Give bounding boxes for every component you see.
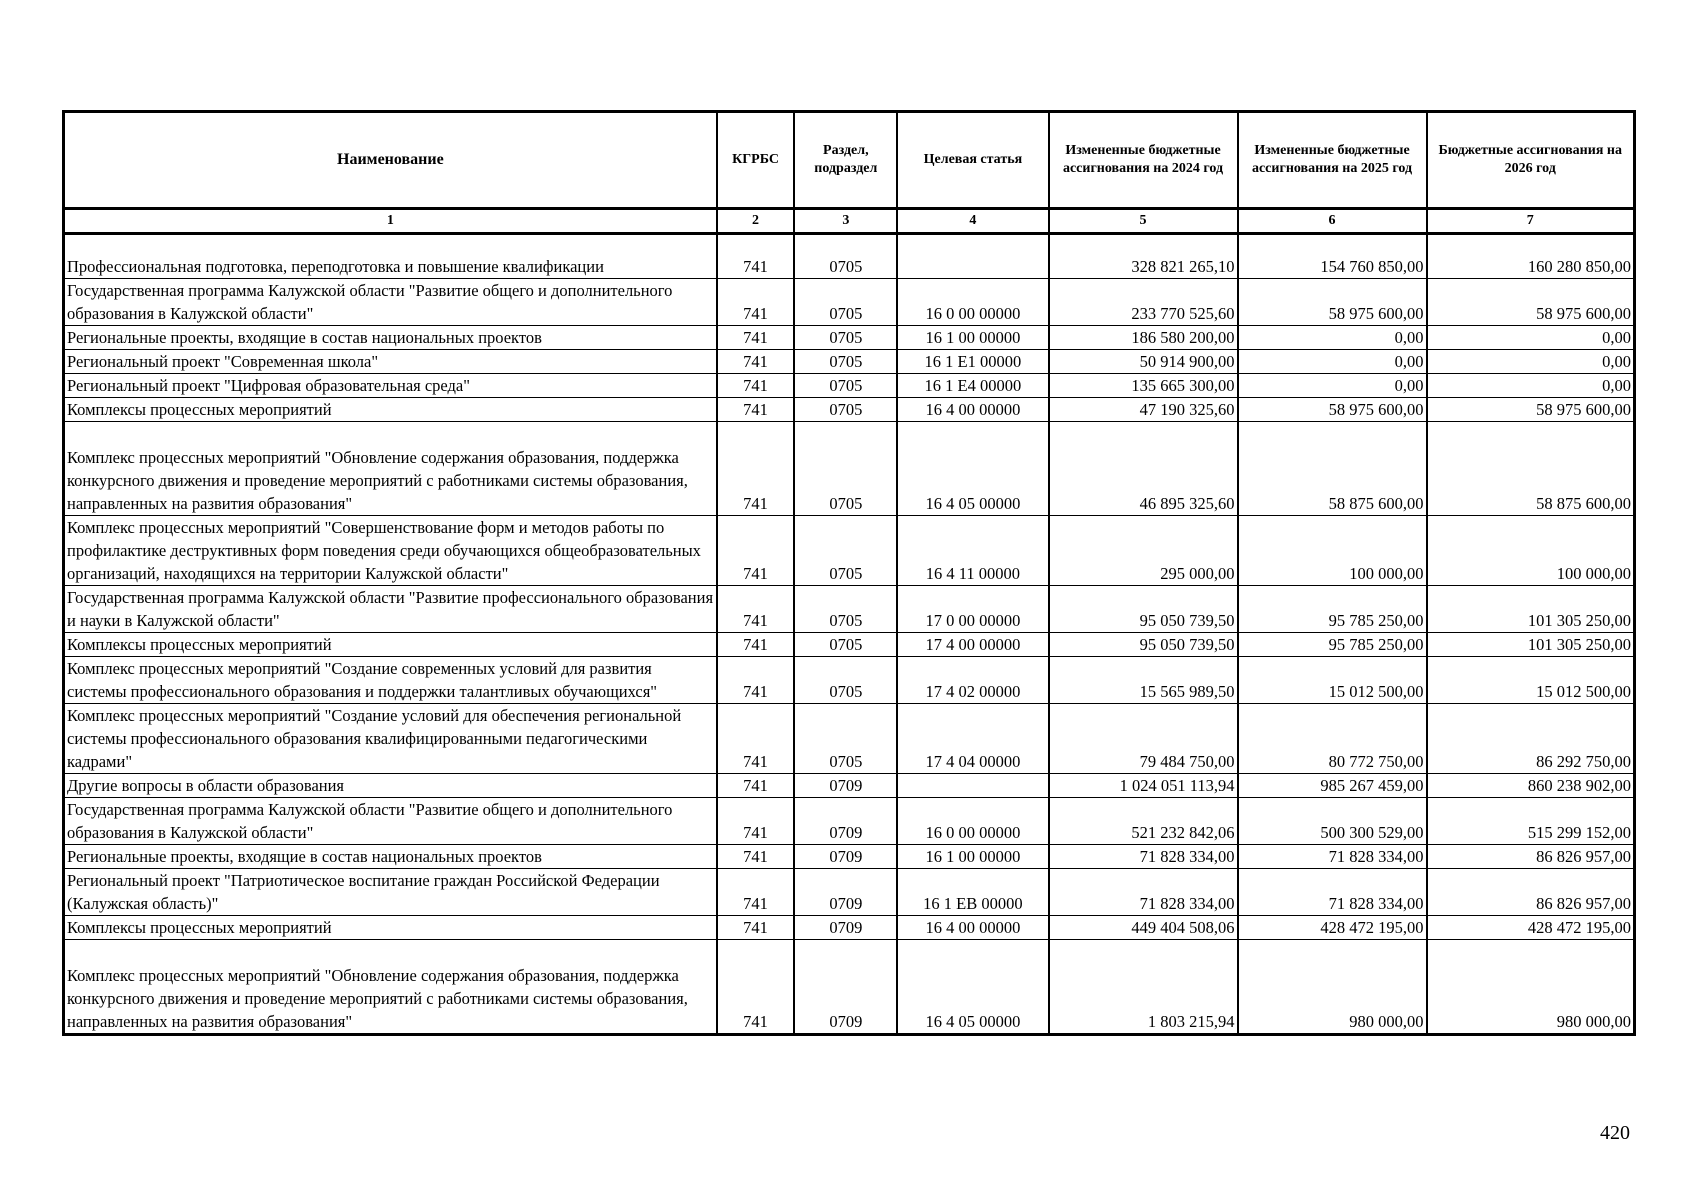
cell-2024: 1 024 051 113,94 — [1049, 774, 1238, 798]
cell-razdel: 0705 — [794, 422, 897, 516]
cell-razdel: 0709 — [794, 798, 897, 845]
cell-2025: 95 785 250,00 — [1238, 633, 1427, 657]
cell-razdel: 0705 — [794, 586, 897, 633]
table-row — [64, 350, 1635, 374]
cell-name: Комплексы процессных мероприятий — [64, 398, 717, 422]
cell-2026: 0,00 — [1427, 326, 1635, 350]
cell-celevaya: 16 0 00 00000 — [897, 798, 1048, 845]
cell-kgrbs: 741 — [717, 869, 795, 916]
table-row — [64, 279, 1635, 326]
cell-kgrbs: 741 — [717, 633, 795, 657]
cell-2024: 46 895 325,60 — [1049, 422, 1238, 516]
cell-2025: 100 000,00 — [1238, 516, 1427, 586]
cell-2024: 328 821 265,10 — [1049, 234, 1238, 279]
cell-2024: 449 404 508,06 — [1049, 916, 1238, 940]
cell-2026: 15 012 500,00 — [1427, 657, 1635, 704]
cell-2024: 186 580 200,00 — [1049, 326, 1238, 350]
header-2026: Бюджетные ассигнования на 2026 год — [1427, 112, 1635, 209]
cell-2026: 58 875 600,00 — [1427, 422, 1635, 516]
cell-name: Другие вопросы в области образования — [64, 774, 717, 798]
cell-name: Комплекс процессных мероприятий "Создание современных условий для развития системы профессионального образования и поддержки талантливых обучающихся" — [64, 657, 717, 704]
cell-kgrbs: 741 — [717, 774, 795, 798]
cell-2024: 233 770 525,60 — [1049, 279, 1238, 326]
cell-2026: 101 305 250,00 — [1427, 586, 1635, 633]
cell-kgrbs: 741 — [717, 234, 795, 279]
cell-2026: 980 000,00 — [1427, 940, 1635, 1035]
cell-kgrbs: 741 — [717, 586, 795, 633]
cell-2025: 58 975 600,00 — [1238, 279, 1427, 326]
cell-razdel: 0705 — [794, 279, 897, 326]
cell-celevaya: 16 0 00 00000 — [897, 279, 1048, 326]
column-number: 7 — [1427, 209, 1635, 234]
cell-celevaya: 17 4 02 00000 — [897, 657, 1048, 704]
table-row — [64, 940, 1635, 1035]
cell-2026: 101 305 250,00 — [1427, 633, 1635, 657]
cell-2026: 86 826 957,00 — [1427, 845, 1635, 869]
cell-celevaya: 16 1 E4 00000 — [897, 374, 1048, 398]
cell-razdel: 0709 — [794, 916, 897, 940]
cell-2024: 295 000,00 — [1049, 516, 1238, 586]
column-number: 4 — [897, 209, 1048, 234]
cell-2026: 860 238 902,00 — [1427, 774, 1635, 798]
column-number: 1 — [64, 209, 717, 234]
table-row — [64, 374, 1635, 398]
cell-2024: 1 803 215,94 — [1049, 940, 1238, 1035]
cell-razdel: 0709 — [794, 845, 897, 869]
cell-razdel: 0705 — [794, 374, 897, 398]
cell-name: Государственная программа Калужской области "Развитие общего и дополнительного образования в Калужской области" — [64, 279, 717, 326]
cell-2026: 58 975 600,00 — [1427, 398, 1635, 422]
cell-celevaya — [897, 774, 1048, 798]
cell-2025: 80 772 750,00 — [1238, 704, 1427, 774]
cell-name: Комплексы процессных мероприятий — [64, 633, 717, 657]
cell-2026: 160 280 850,00 — [1427, 234, 1635, 279]
cell-celevaya: 16 1 00 00000 — [897, 326, 1048, 350]
cell-2024: 95 050 739,50 — [1049, 633, 1238, 657]
cell-2025: 95 785 250,00 — [1238, 586, 1427, 633]
cell-celevaya: 16 4 05 00000 — [897, 422, 1048, 516]
cell-2025: 58 875 600,00 — [1238, 422, 1427, 516]
table-row — [64, 234, 1635, 279]
column-number: 5 — [1049, 209, 1238, 234]
cell-kgrbs: 741 — [717, 916, 795, 940]
cell-2025: 15 012 500,00 — [1238, 657, 1427, 704]
cell-celevaya: 16 4 00 00000 — [897, 916, 1048, 940]
cell-2024: 71 828 334,00 — [1049, 845, 1238, 869]
table-row — [64, 774, 1635, 798]
cell-razdel: 0705 — [794, 704, 897, 774]
cell-kgrbs: 741 — [717, 279, 795, 326]
cell-celevaya: 16 4 11 00000 — [897, 516, 1048, 586]
cell-2024: 135 665 300,00 — [1049, 374, 1238, 398]
cell-name: Региональные проекты, входящие в состав национальных проектов — [64, 845, 717, 869]
cell-2025: 0,00 — [1238, 374, 1427, 398]
table-body — [64, 234, 1635, 1035]
cell-2025: 71 828 334,00 — [1238, 869, 1427, 916]
cell-kgrbs: 741 — [717, 326, 795, 350]
page-number: 420 — [1600, 1122, 1630, 1144]
cell-2025: 71 828 334,00 — [1238, 845, 1427, 869]
cell-2024: 47 190 325,60 — [1049, 398, 1238, 422]
cell-2025: 0,00 — [1238, 350, 1427, 374]
table-row — [64, 798, 1635, 845]
cell-razdel: 0709 — [794, 774, 897, 798]
cell-kgrbs: 741 — [717, 704, 795, 774]
cell-celevaya: 16 4 05 00000 — [897, 940, 1048, 1035]
header-celevaya: Целевая статья — [897, 112, 1048, 209]
cell-name: Комплекс процессных мероприятий "Совершенствование форм и методов работы по профилактике деструктивных форм поведения среди обучающихся общеобразовательных организаций, находящихся на территории Калужской области" — [64, 516, 717, 586]
cell-razdel: 0709 — [794, 869, 897, 916]
cell-2025: 58 975 600,00 — [1238, 398, 1427, 422]
header-name: Наименование — [64, 112, 717, 209]
budget-table — [62, 110, 1636, 1036]
cell-razdel: 0705 — [794, 326, 897, 350]
cell-razdel: 0705 — [794, 633, 897, 657]
column-number: 2 — [717, 209, 795, 234]
cell-2025: 428 472 195,00 — [1238, 916, 1427, 940]
table-row — [64, 657, 1635, 704]
header-kgrbs: КГРБС — [717, 112, 795, 209]
cell-2025: 980 000,00 — [1238, 940, 1427, 1035]
table-row — [64, 704, 1635, 774]
table-row — [64, 845, 1635, 869]
cell-2024: 15 565 989,50 — [1049, 657, 1238, 704]
cell-2026: 428 472 195,00 — [1427, 916, 1635, 940]
table-row — [64, 398, 1635, 422]
cell-razdel: 0705 — [794, 234, 897, 279]
cell-2026: 86 292 750,00 — [1427, 704, 1635, 774]
cell-name: Региональный проект "Современная школа" — [64, 350, 717, 374]
cell-2025: 154 760 850,00 — [1238, 234, 1427, 279]
cell-name: Комплексы процессных мероприятий — [64, 916, 717, 940]
cell-2026: 0,00 — [1427, 350, 1635, 374]
cell-kgrbs: 741 — [717, 398, 795, 422]
cell-2024: 71 828 334,00 — [1049, 869, 1238, 916]
cell-kgrbs: 741 — [717, 422, 795, 516]
cell-celevaya: 16 1 EB 00000 — [897, 869, 1048, 916]
table-row — [64, 869, 1635, 916]
cell-name: Региональный проект "Патриотическое воспитание граждан Российской Федерации (Калужская область)" — [64, 869, 717, 916]
table-header — [64, 112, 1635, 234]
cell-2026: 58 975 600,00 — [1427, 279, 1635, 326]
table-row — [64, 916, 1635, 940]
cell-2024: 79 484 750,00 — [1049, 704, 1238, 774]
cell-2026: 0,00 — [1427, 374, 1635, 398]
cell-name: Комплекс процессных мероприятий "Обновление содержания образования, поддержка конкурсного движения и проведение мероприятий с работниками системы образования, направленных на развития образования" — [64, 422, 717, 516]
column-number: 3 — [794, 209, 897, 234]
cell-razdel: 0705 — [794, 398, 897, 422]
cell-celevaya: 16 4 00 00000 — [897, 398, 1048, 422]
budget-sheet — [62, 110, 1636, 1036]
cell-name: Комплекс процессных мероприятий "Создание условий для обеспечения региональной системы профессионального образования квалифицированными педагогическими кадрами" — [64, 704, 717, 774]
table-row — [64, 586, 1635, 633]
header-2025: Измененные бюджетные ассигнования на 2025 год — [1238, 112, 1427, 209]
cell-kgrbs: 741 — [717, 845, 795, 869]
cell-celevaya — [897, 234, 1048, 279]
cell-2024: 521 232 842,06 — [1049, 798, 1238, 845]
cell-razdel: 0709 — [794, 940, 897, 1035]
header-razdel: Раздел, подраздел — [794, 112, 897, 209]
cell-2026: 100 000,00 — [1427, 516, 1635, 586]
header-2024: Измененные бюджетные ассигнования на 2024 год — [1049, 112, 1238, 209]
cell-2026: 86 826 957,00 — [1427, 869, 1635, 916]
column-number: 6 — [1238, 209, 1427, 234]
cell-kgrbs: 741 — [717, 940, 795, 1035]
cell-2025: 985 267 459,00 — [1238, 774, 1427, 798]
cell-name: Комплекс процессных мероприятий "Обновление содержания образования, поддержка конкурсного движения и проведение мероприятий с работниками системы образования, направленных на развития образования" — [64, 940, 717, 1035]
cell-2025: 500 300 529,00 — [1238, 798, 1427, 845]
table-row — [64, 516, 1635, 586]
cell-2026: 515 299 152,00 — [1427, 798, 1635, 845]
cell-name: Государственная программа Калужской области "Развитие профессионального образования и науки в Калужской области" — [64, 586, 717, 633]
cell-razdel: 0705 — [794, 350, 897, 374]
cell-celevaya: 16 1 E1 00000 — [897, 350, 1048, 374]
cell-kgrbs: 741 — [717, 798, 795, 845]
cell-kgrbs: 741 — [717, 350, 795, 374]
cell-razdel: 0705 — [794, 657, 897, 704]
cell-2024: 95 050 739,50 — [1049, 586, 1238, 633]
cell-celevaya: 17 4 00 00000 — [897, 633, 1048, 657]
cell-kgrbs: 741 — [717, 374, 795, 398]
cell-celevaya: 16 1 00 00000 — [897, 845, 1048, 869]
table-row — [64, 422, 1635, 516]
cell-name: Государственная программа Калужской области "Развитие общего и дополнительного образования в Калужской области" — [64, 798, 717, 845]
cell-name: Профессиональная подготовка, переподготовка и повышение квалификации — [64, 234, 717, 279]
cell-name: Региональный проект "Цифровая образовательная среда" — [64, 374, 717, 398]
cell-kgrbs: 741 — [717, 516, 795, 586]
table-row — [64, 633, 1635, 657]
cell-kgrbs: 741 — [717, 657, 795, 704]
cell-name: Региональные проекты, входящие в состав национальных проектов — [64, 326, 717, 350]
cell-celevaya: 17 4 04 00000 — [897, 704, 1048, 774]
table-row — [64, 326, 1635, 350]
cell-2024: 50 914 900,00 — [1049, 350, 1238, 374]
cell-celevaya: 17 0 00 00000 — [897, 586, 1048, 633]
cell-razdel: 0705 — [794, 516, 897, 586]
cell-2025: 0,00 — [1238, 326, 1427, 350]
